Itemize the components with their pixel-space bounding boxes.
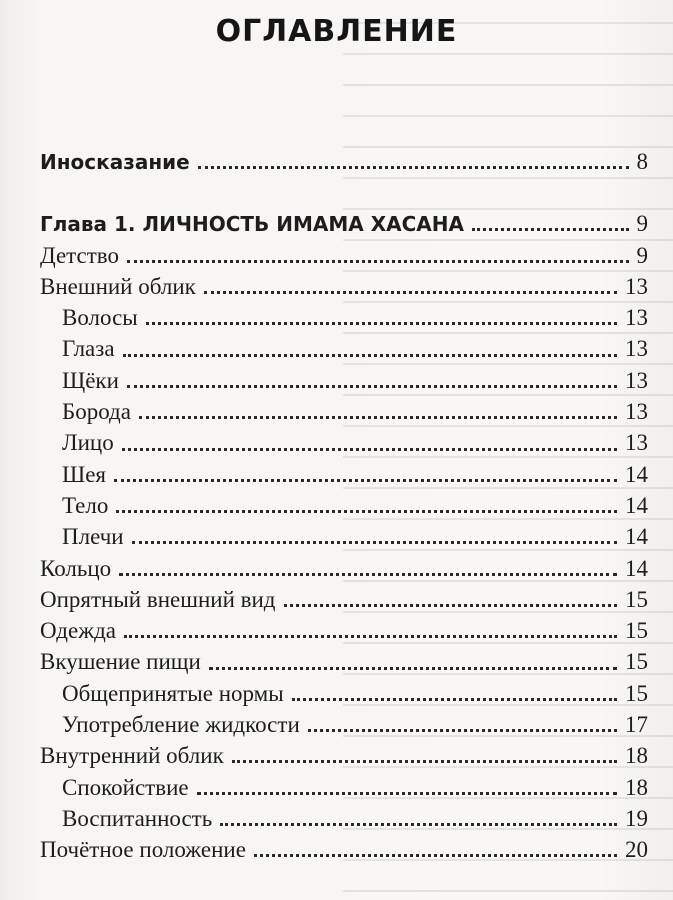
toc-entry-page: 17 — [625, 712, 648, 738]
toc-entry-page: 18 — [625, 774, 648, 800]
leader-dots — [204, 291, 617, 294]
leader-dots — [198, 166, 629, 169]
toc-entry-page: 13 — [625, 367, 648, 393]
toc-entry — [40, 490, 648, 521]
toc-entry-page: 14 — [625, 524, 648, 550]
toc-entry-label: Плечи — [62, 524, 124, 550]
page-title: ОГЛАВЛЕНИЕ — [215, 14, 458, 49]
toc-entry-page: 19 — [625, 805, 648, 831]
leader-dots — [220, 823, 617, 826]
toc-entry-page: 9 — [636, 211, 648, 237]
leader-dots — [232, 760, 617, 763]
toc-entry-label: Лицо — [62, 430, 114, 456]
toc-entry-label: Внутренний облик — [40, 743, 224, 769]
toc-entry-label: Детство — [40, 242, 119, 268]
toc-entry-label: Употребление жидкости — [62, 712, 300, 738]
toc-entry-label: Общепринятые нормы — [62, 680, 284, 706]
toc-entry-page: 15 — [625, 680, 648, 706]
leader-dots — [146, 322, 617, 325]
toc-entry-page: 14 — [625, 492, 648, 518]
leader-dots — [292, 698, 617, 701]
toc-entry — [40, 615, 648, 646]
toc-entry-page: 15 — [625, 618, 648, 644]
toc-entry — [40, 271, 648, 302]
leader-dots — [114, 479, 617, 482]
toc-entry — [40, 208, 648, 239]
toc-entry — [40, 427, 648, 458]
toc-entry-label: Кольцо — [40, 555, 112, 581]
toc-entry — [40, 709, 648, 740]
toc-entry — [40, 584, 648, 615]
toc-entry-page: 15 — [625, 649, 648, 675]
leader-dots — [308, 729, 617, 732]
leader-dots — [119, 573, 617, 576]
toc-entry-page: 13 — [625, 399, 648, 425]
toc-entry-label: Тело — [62, 492, 109, 518]
toc-entry-label: Глава 1. ЛИЧНОСТЬ ИМАМА ХАСАНА — [40, 212, 464, 237]
toc-entry — [40, 553, 648, 584]
toc-entry — [40, 772, 648, 803]
leader-dots — [123, 354, 617, 357]
toc-entry-label: Внешний облик — [40, 273, 196, 299]
toc-entry-page: 15 — [625, 586, 648, 612]
leader-dots — [124, 635, 617, 638]
toc-entry — [40, 646, 648, 677]
leader-dots — [472, 228, 629, 231]
toc-entry-label: Щёки — [62, 367, 119, 393]
toc-entry-label: Глаза — [62, 336, 115, 362]
toc-entry-page: 20 — [625, 837, 648, 863]
toc-entry-label: Воспитанность — [62, 805, 213, 831]
toc-entry — [40, 240, 648, 271]
toc-entry-page: 8 — [636, 149, 648, 174]
toc-entry — [40, 459, 648, 490]
toc-entry-label: Одежда — [40, 618, 117, 644]
toc-entry — [40, 146, 648, 177]
toc-entry-page: 13 — [625, 273, 648, 299]
leader-dots — [116, 510, 617, 513]
toc-entry — [40, 365, 648, 396]
toc-entry-label: Опрятный внешний вид — [40, 586, 276, 612]
toc-entry — [40, 678, 648, 709]
leader-dots — [122, 448, 617, 451]
toc-entry — [40, 803, 648, 834]
leader-dots — [197, 792, 617, 795]
leader-dots — [284, 604, 617, 607]
toc-entry-page: 14 — [625, 461, 648, 487]
toc-entry-label: Шея — [62, 461, 106, 487]
toc-entry — [40, 396, 648, 427]
toc-entry-label: Волосы — [62, 305, 138, 331]
toc-entry — [40, 521, 648, 552]
leader-dots — [139, 416, 617, 419]
toc-entry-page: 14 — [625, 555, 648, 581]
toc-entry — [40, 834, 648, 865]
leader-dots — [254, 854, 617, 857]
table-of-contents — [40, 146, 648, 866]
toc-entry-page: 13 — [625, 430, 648, 456]
toc-entry-page: 18 — [625, 743, 648, 769]
leader-dots — [127, 260, 629, 263]
toc-entry-label: Борода — [62, 399, 131, 425]
leader-dots — [127, 385, 617, 388]
toc-entry-label: Вкушение пищи — [40, 649, 201, 675]
leader-dots — [209, 667, 617, 670]
toc-entry — [40, 740, 648, 771]
toc-entry — [40, 333, 648, 364]
toc-entry-page: 9 — [636, 242, 648, 268]
toc-entry-label: Иносказание — [40, 150, 190, 174]
toc-entry — [40, 302, 648, 333]
leader-dots — [132, 541, 617, 544]
toc-entry-label: Почётное положение — [40, 837, 246, 863]
toc-entry-label: Спокойствие — [62, 774, 189, 800]
toc-entry-page: 13 — [625, 305, 648, 331]
toc-entry-page: 13 — [625, 336, 648, 362]
